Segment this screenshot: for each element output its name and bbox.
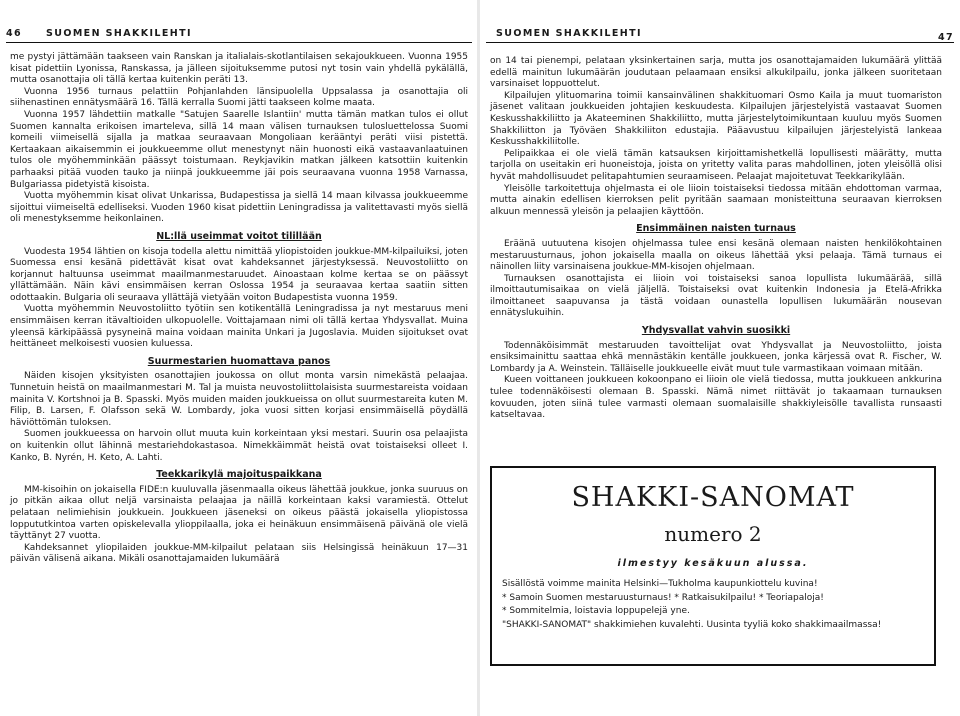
advert-line: "SHAKKI-SANOMAT" shakkimiehen kuvalehti. Uusinta tyyliä koko shakkimaailmassa! bbox=[502, 619, 882, 630]
paragraph: Suomen joukkueessa on harvoin ollut muuta kuin korkeintaan yksi mestari. Suurin osa pelaajista on kuitenkin ollut lähinnä mestariehdokastasoa. Nimekkäimmät heistä ovat toistaiseksi olleet I. Kanko, B. Nyrén, H. Keto, A. Lahti. bbox=[10, 429, 468, 463]
paragraph: Vuodesta 1954 lähtien on kisoja todella alettu nimittää yliopistoiden joukkue-MM-kilpailuiksi, joten Suomessa ensi kesänä pidettävät kisat ovat kahdeksannet järjestyksessä. Neuvostoliitto on korjannut haltuunsa useimmat maailmanmestaruudet. Ainoastaan kolme kertaa se on päässyt yllättämään. Näin kävi ensimmäisen kerran Oslossa 1954 ja seuraavaa kertaa saatiin sitten odottaakin. Bulgaria oli seuraava yllättäjä vietyään voiton Budapestista vuonna 1959. bbox=[10, 246, 468, 303]
advert-title: SHAKKI-SANOMAT bbox=[571, 482, 855, 513]
running-title: SUOMEN SHAKKILEHTI bbox=[46, 28, 192, 39]
article-column bbox=[10, 52, 468, 566]
paragraph: Eräänä uutuutena kisojen ohjelmassa tulee ensi kesänä olemaan naisten henkilökohtainen mestaruusturnaus, johon jokaisella maalla on oikeus lähettää yksi pelaaja. Tämä turnaus ei näinollen liity varsinaisena joukkue-MM-kisojen ohjelmaan. bbox=[490, 238, 942, 273]
paragraph: Vuonna 1957 lähdettiin matkalle "Satujen Saarelle Islantiin' mutta tämän matkan tulos ei ollut Suomen kannalta erikoisen imarteleva, sillä 14 maan välisen turnauksen tulosluettelossa Suomi komeili viimeisellä sijalla ja matkaa seuraavaan Mongoliaan kerääntyi peräti viisi pistettä. Kertaakaan aikaisemmin ei joukkueemme ollut menestynyt näin huonosti eikä vastaavanlaatuinen tulos ole myöhemminkään päässyt toistumaan. Reykjavikin matkan jälkeen katsottiin kuitenkin parhaaksi pitää vuoden tauko ja niinpä joukkueemme jäi pois seuraavana vuonna 1958 Varnassa, Bulgariassa pidetyistä kisoista. bbox=[10, 109, 468, 190]
page-header bbox=[6, 28, 472, 43]
paragraph: Vuotta myöhemmin kisat olivat Unkarissa, Budapestissa ja siellä 14 maan kilvassa joukkueemme sijoittui viimeiseltä edelliseksi. Vuoden 1960 kisat pidettiin Leningradissa ja valitettavasti myös siellä oli menestyksemme heikonlainen. bbox=[10, 191, 468, 225]
advert-subtitle: numero 2 bbox=[664, 522, 762, 546]
paragraph: on 14 tai pienempi, pelataan yksinkertainen sarja, mutta jos osanottajamaiden lukumäärä ylittää edellä mainitun lukumäärän joudutaan pelaamaan ensiksi alkukilpailu, jonka jälkeen suoritetaan varsinaiset loppuottelut. bbox=[490, 56, 942, 90]
paragraph: Todennäköisimmät mestaruuden tavoittelijat ovat Yhdysvallat ja Neuvostoliitto, joista ensiksimainittu saattaa ehkä mennästäkin kentälle joukkueen, jonka kärjessä ovat R. Fischer, W. Lombardy ja A. Weinstein. Tälläiselle joukkueelle eivät muut tule varmastikaan voimaan mitään. bbox=[490, 340, 942, 374]
paragraph: Pelipaikkaa ei ole vielä tämän katsauksen kirjoittamishetkellä lopullisesti määrätty, mutta tarjolla on useitakin eri huoneistoja, joista on yritetty valita paras mahdollinen, joten yleisöllä olisi hyvät mahdollisuudet pelitapahtumien seuraamiseen. Pelaajat majoitetuvat Teekkarikylään. bbox=[490, 148, 942, 182]
advert-line: * Samoin Suomen mestaruusturnaus! * Ratkaisukilpailu! * Teoriapaloja! bbox=[502, 592, 824, 603]
paragraph: Vuotta myöhemmin Neuvostoliitto työtiin sen kotikentällä Leningradissa ja nyt mestaruus meni ensimmäisen kerran itävaltioiden ulkopuolelle. Voittajamaan nimi oli tällä kertaa Yhdysvallat. Muina yleensä kärkipäässä pysyneinä maina voidaan mainita Unkari ja Jugoslavia. Muiden sijoitukset ovat heittäneet melkoisesti vuosien kuluessa. bbox=[10, 304, 468, 350]
section-heading: NL:llä useimmat voitot tilillään bbox=[156, 230, 322, 242]
paragraph: Kilpailujen ylituomarina toimii kansainvälinen shakkituomari Osmo Kaila ja muut tuomariston jäsenet valitaan joukkueiden johtajien keskuudesta. Kilpailujen järjestelyistä vastaavat Suomen Keskusshakkiliitto ja Akateeminen Shakkiliitto, mutta järjestelytoimikuntaan kuuluu myös Suomen Shakkiliitton ja Työväen Shakkiliiton edustajia. Pääavustuu kilpailujen järjestelyistä lankeaa Keskusshakkiliitolle. bbox=[490, 90, 942, 148]
page-header bbox=[486, 28, 954, 43]
page-number: 46 bbox=[6, 28, 23, 39]
paragraph: Näiden kisojen yksityisten osanottajien joukossa on ollut monta varsin nimekästä pelaajaa. Tunnetuin heistä on maailmanmestari M. Tal ja muista neuvostoliittolaisista suurmestareista voidaan mainita V. Kortshnoi ja B. Spasski. Myös muiden maiden joukkueissa on ollut suurmestareita kuten M. Filip, B. Larsen, F. Olafsson sekä W. Lombardy, joka vuosi sitten korjasi ensimmäisellä pöydällä häviöttömän tuloksen. bbox=[10, 371, 468, 428]
advert-line: * Sommitelmia, loistavia loppupelejä yne. bbox=[502, 606, 690, 616]
advertisement-box bbox=[490, 466, 936, 666]
right-page bbox=[480, 0, 960, 716]
article-column bbox=[490, 56, 942, 422]
section-heading: Teekkarikylä majoituspaikkana bbox=[156, 469, 322, 481]
advert-body bbox=[502, 578, 924, 632]
advert-tagline: ilmestyy kesäkuun alussa. bbox=[617, 558, 809, 569]
paragraph: Turnauksen osanottajista ei liioin voi toistaiseksi sanoa lopullista lukumäärää, sillä ilmoittautumisaikaa on vielä jäljellä. Toistaiseksi ovat kuitenkin Indonesia ja Etelä-Afrikka ilmoittaneet saapuvansa ja tästä voidaan ounastella lopullisen lukumäärän nousevan ennätyslukuihin. bbox=[490, 273, 942, 319]
paragraph: me pystyi jättämään taakseen vain Ranskan ja italialais-skotlantilaisen sekajoukkueen. Vuonna 1955 kisat pidettiin Lyonissa, Ranskassa, ja jälleen sijoituksemme putosi nyt tosin vain yhdellä pykälällä, mutta osanottajia oli tällä kertaa kuitenkin peräti 13. bbox=[10, 52, 468, 86]
paragraph: Yleisölle tarkoitettuja ohjelmasta ei ole liioin toistaiseksi tiedossa mitään ehdottoman varmaa, mutta ainakin edellisen kierroksen pelit pyritään saamaan monisteittuna seuraavan kierroksen alkuun mennessä yleisön ja pelaajien käyttöön. bbox=[490, 183, 942, 217]
advert-line: Sisällöstä voimme mainita Helsinki—Tukholma kaupunkiottelu kuvina! bbox=[502, 579, 818, 589]
section-heading: Yhdysvallat vahvin suosikki bbox=[641, 325, 791, 337]
section-heading: Suurmestarien huomattava panos bbox=[147, 355, 331, 367]
section-heading: Ensimmäinen naisten turnaus bbox=[636, 223, 796, 235]
page-number: 47 bbox=[937, 32, 954, 43]
paragraph: Kueen voittaneen joukkueen kokoonpano ei liioin ole vielä tiedossa, mutta joukkueen ankkurina tulee todennäköisesti olemaan B. Spasski. Nämä nimet riittävät jo takaamaan turnauksen kovuuden, joten siinä tulee varmasti olemaan suomalaisille shakkiyleisölle tavallista runsaasti katseltavaa. bbox=[490, 375, 942, 421]
left-page bbox=[0, 0, 478, 716]
running-title: SUOMEN SHAKKILEHTI bbox=[496, 28, 642, 39]
paragraph: MM-kisoihin on jokaisella FIDE:n kuuluvalla jäsenmaalla oikeus lähettää joukkue, jonka suuruus on jo pitkän aikaa ollut neljä varsinaista pelaajaa ja näillä korkeintaan kaksi varamiestä. Ottelut pelataan nelimiehisin joukkuein. Joukkueen jäseneksi on oikeus päästä jokaisella yliopistossa loppututkintoa varten opiskelevalla ylioppilaalla, joka ei heinäkuun ensimmäisenä päivänä ole vielä täyttänyt 27 vuotta. bbox=[10, 484, 468, 542]
paragraph: Vuonna 1956 turnaus pelattiin Pohjanlahden länsipuolella Uppsalassa ja osanottajia oli siihenastinen ennätysmäärä 16. Tällä kerralla Suomi jätti taakseen kolme maata. bbox=[10, 86, 468, 109]
paragraph: Kahdeksannet yliopilaiden joukkue-MM-kilpailut pelataan siis Helsingissä heinäkuun 17—31 päivän välisenä aikana. Mikäli osanottajamaiden lukumäärä bbox=[10, 542, 468, 565]
